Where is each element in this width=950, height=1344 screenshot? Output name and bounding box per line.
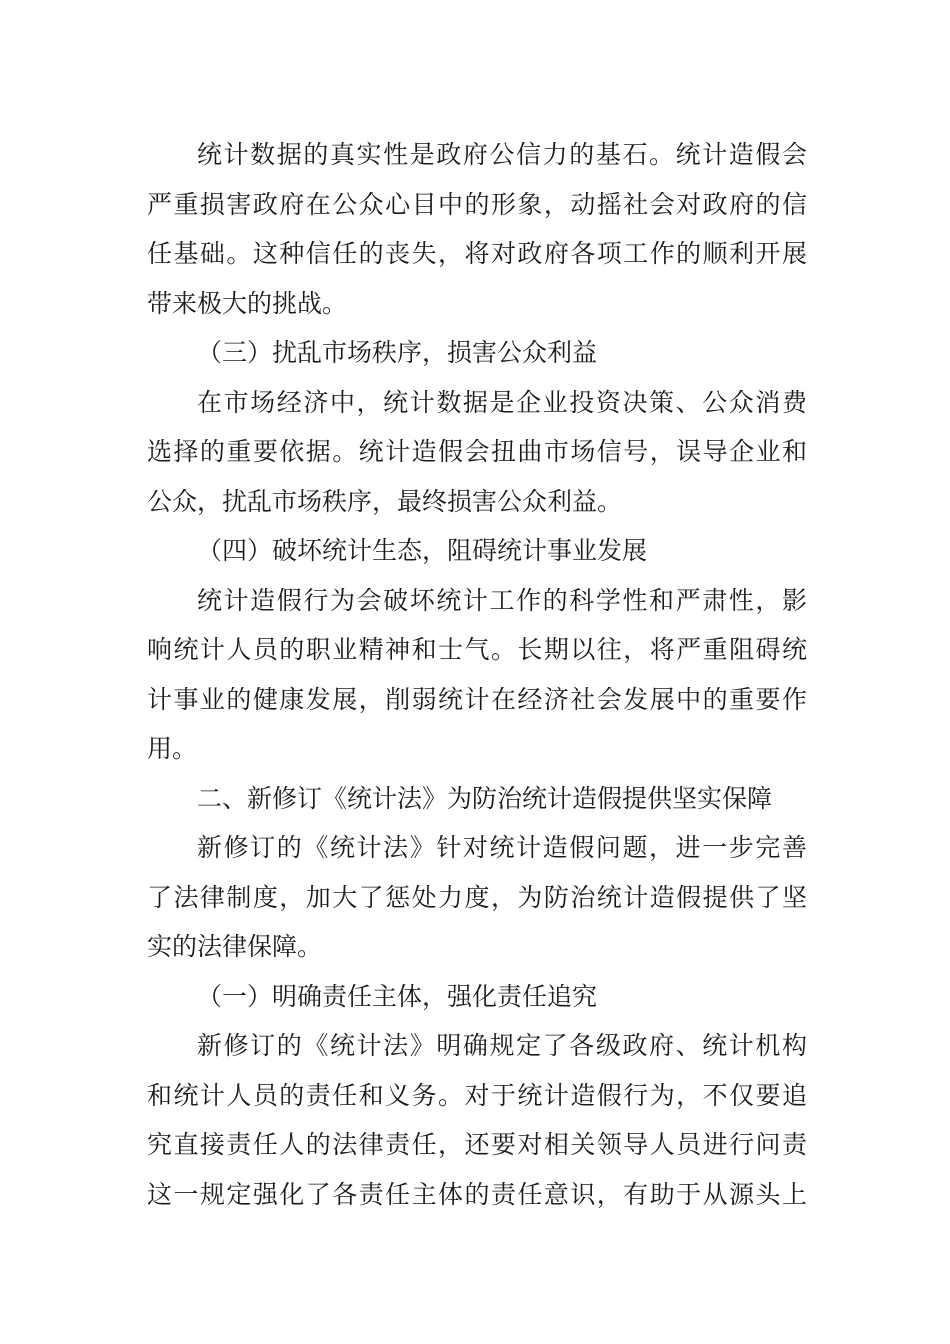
paragraph-line: 究直接责任人的法律责任，还要对相关领导人员进行问责: [147, 1130, 807, 1159]
paragraph-line: 响统计人员的职业精神和士气。长期以往，将严重阻碍统: [147, 635, 807, 664]
paragraph-line: 实的法律保障。: [147, 932, 323, 961]
paragraph-line: 计事业的健康发展，削弱统计在经济社会发展中的重要作: [147, 685, 807, 714]
paragraph-line: 统计数据的真实性是政府公信力的基石。统计造假会: [197, 140, 807, 169]
section-heading: （四）破坏统计生态，阻碍统计事业发展: [197, 536, 648, 565]
paragraph-line: 统计造假行为会破坏统计工作的科学性和严肃性，影: [197, 586, 807, 615]
section-heading: （三）扰乱市场秩序，损害公众利益: [197, 338, 598, 367]
paragraph-line: 这一规定强化了各责任主体的责任意识，有助于从源头上: [147, 1180, 807, 1209]
paragraph-line: 选择的重要依据。统计造假会扭曲市场信号，误导企业和: [147, 437, 807, 466]
paragraph-line: 了法律制度，加大了惩处力度，为防治统计造假提供了坚: [147, 883, 807, 912]
paragraph-line: 用。: [147, 734, 198, 763]
chapter-heading: 二、新修订《统计法》为防治统计造假提供坚实保障: [197, 784, 773, 813]
paragraph-line: 严重损害政府在公众心目中的形象，动摇社会对政府的信: [147, 190, 807, 219]
paragraph-line: 带来极大的挑战。: [147, 289, 348, 318]
paragraph-line: 公众，扰乱市场秩序，最终损害公众利益。: [147, 487, 623, 516]
paragraph-line: 新修订的《统计法》针对统计造假问题，进一步完善: [197, 833, 807, 862]
paragraph-line: 任基础。这种信任的丧失，将对政府各项工作的顺利开展: [147, 239, 807, 268]
paragraph-line: 在市场经济中，统计数据是企业投资决策、公众消费: [197, 388, 807, 417]
paragraph-line: 和统计人员的责任和义务。对于统计造假行为，不仅要追: [147, 1081, 807, 1110]
paragraph-line: 新修订的《统计法》明确规定了各级政府、统计机构: [197, 1031, 807, 1060]
section-heading: （一）明确责任主体，强化责任追究: [197, 982, 598, 1011]
